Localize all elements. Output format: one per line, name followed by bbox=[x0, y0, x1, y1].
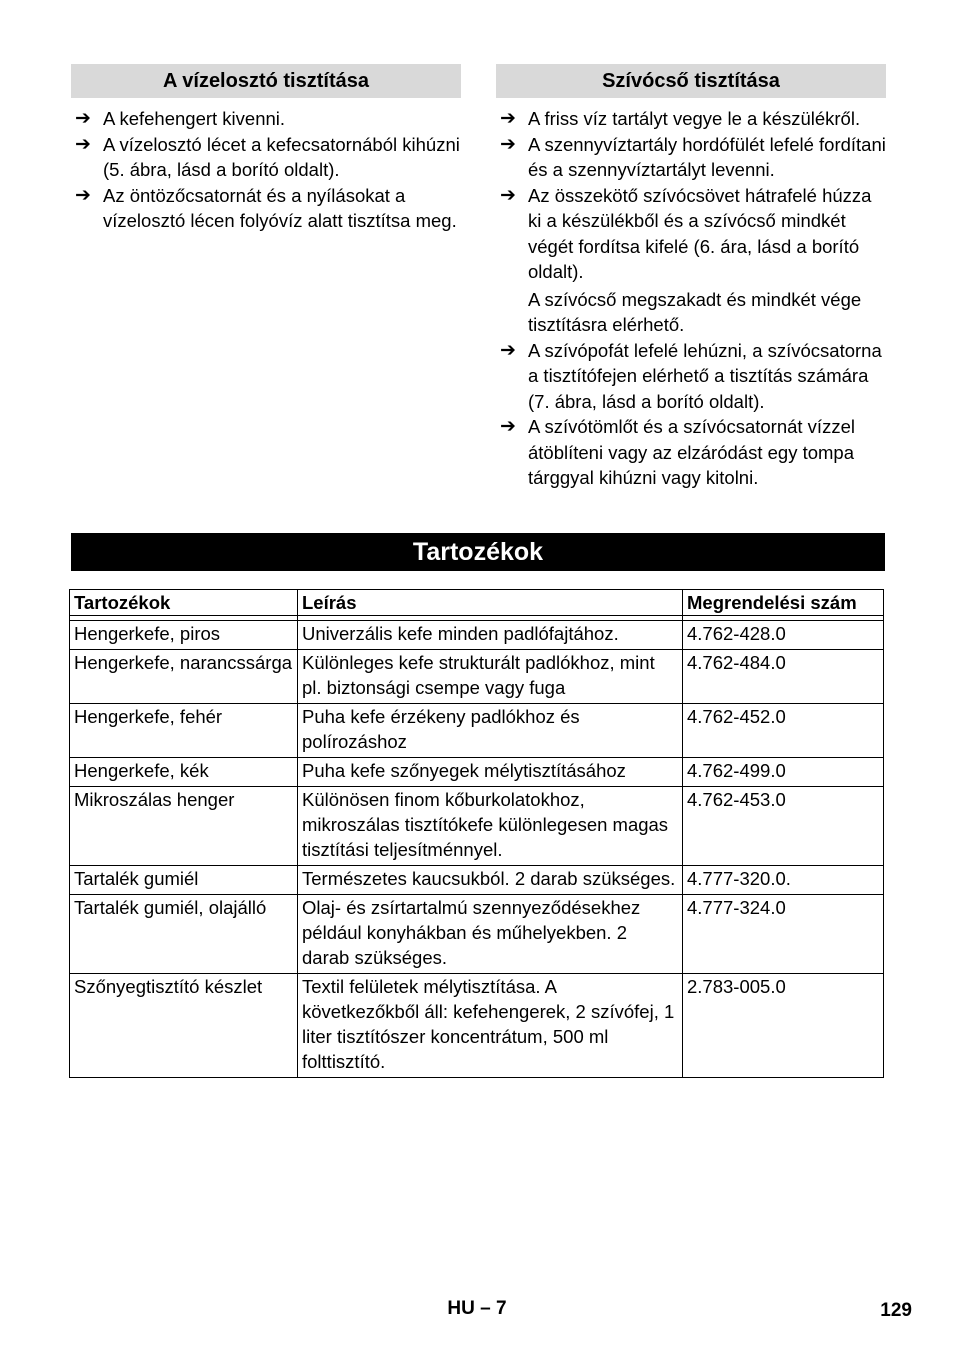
accessory-description: Különleges kefe strukturált padlókhoz, mint pl. biztonsági csempe vagy fuga bbox=[298, 650, 683, 704]
accessory-description: Természetes kaucsukból. 2 darab szükséges. bbox=[298, 866, 683, 895]
accessory-description: Univerzális kefe minden padlófajtához. bbox=[298, 621, 683, 650]
accessory-order-number: 4.762-499.0 bbox=[683, 758, 884, 787]
accessory-order-number: 4.762-452.0 bbox=[683, 704, 884, 758]
list-item bbox=[496, 414, 886, 491]
accessory-name: Szőnyegtisztító készlet bbox=[70, 974, 298, 1078]
column-header-order-number: Megrendelési szám bbox=[683, 590, 884, 616]
accessory-description: Puha kefe érzékeny padlókhoz és polírozáshoz bbox=[298, 704, 683, 758]
accessories-banner: Tartozékok bbox=[71, 533, 885, 571]
left-section-title: A vízelosztó tisztítása bbox=[71, 64, 461, 98]
accessory-description: Különösen finom kőburkolatokhoz, mikroszálas tisztítókefe különlegesen magas tisztítási teljesítménnyel. bbox=[298, 787, 683, 866]
right-arrow-icon: ➔ bbox=[500, 339, 516, 361]
step-text: A szennyvíztartály hordófülét lefelé fordítani és a szennyvíztartályt levenni. bbox=[528, 133, 886, 180]
step-text: Az összekötő szívócsövet hátrafelé húzza ki a készülékből és a szívócső mindkét végét fordítsa kifelé (6. ára, lásd a borító oldalt). bbox=[528, 184, 872, 282]
table-header-row bbox=[70, 590, 884, 616]
list-item bbox=[496, 132, 886, 183]
accessory-name: Tartalék gumiél bbox=[70, 866, 298, 895]
right-arrow-icon: ➔ bbox=[500, 108, 516, 129]
footer-language-page: HU – 7 bbox=[447, 1298, 507, 1319]
column-header-description: Leírás bbox=[298, 590, 683, 616]
step-text: A kefehengert kivenni. bbox=[103, 108, 286, 129]
right-arrow-icon: ➔ bbox=[500, 133, 516, 155]
accessory-order-number: 4.762-484.0 bbox=[683, 650, 884, 704]
left-steps-list bbox=[71, 106, 461, 234]
list-item bbox=[71, 183, 461, 234]
accessory-description: Puha kefe szőnyegek mélytisztításához bbox=[298, 758, 683, 787]
step-text: A friss víz tartályt vegye le a készülékről. bbox=[528, 108, 861, 129]
column-header-accessory: Tartozékok bbox=[70, 590, 298, 616]
table-row bbox=[70, 974, 884, 1078]
accessories-table bbox=[69, 589, 884, 1078]
step-text: A szívópofát lefelé lehúzni, a szívócsatorna a tisztítófejen elérhető a tisztítás számára (7. ábra, lásd a borító oldalt). bbox=[528, 339, 882, 412]
accessory-order-number: 4.777-324.0 bbox=[683, 895, 884, 974]
right-arrow-icon: ➔ bbox=[500, 184, 516, 206]
step-text: A szívótömlőt és a szívócsatornát vízzel átöblíteni vagy az elzáródást egy tompa tárggyal kihúzni vagy kitolni. bbox=[528, 416, 855, 488]
table-row bbox=[70, 895, 884, 974]
accessory-order-number: 4.762-428.0 bbox=[683, 621, 884, 650]
table-row bbox=[70, 621, 884, 650]
accessory-name: Hengerkefe, piros bbox=[70, 621, 298, 650]
right-steps-list bbox=[496, 106, 886, 491]
table-row bbox=[70, 866, 884, 895]
right-section-title: Szívócső tisztítása bbox=[496, 64, 886, 98]
accessory-name: Hengerkefe, fehér bbox=[70, 704, 298, 758]
table-row bbox=[70, 704, 884, 758]
accessory-order-number: 4.777-320.0. bbox=[683, 866, 884, 895]
accessory-description: Olaj- és zsírtartalmú szennyeződésekhez például konyhákban és műhelyekben. 2 darab szükséges. bbox=[298, 895, 683, 974]
right-arrow-icon: ➔ bbox=[75, 108, 91, 129]
accessory-order-number: 4.762-453.0 bbox=[683, 787, 884, 866]
step-text: A vízelosztó lécet a kefecsatornából kihúzni (5. ábra, lásd a borító oldalt). bbox=[103, 133, 460, 180]
list-item bbox=[496, 338, 886, 415]
accessory-name: Tartalék gumiél, olajálló bbox=[70, 895, 298, 974]
accessory-name: Mikroszálas henger bbox=[70, 787, 298, 866]
list-item bbox=[496, 183, 886, 338]
table-row bbox=[70, 787, 884, 866]
table-row bbox=[70, 758, 884, 787]
list-item bbox=[496, 106, 886, 132]
list-item bbox=[71, 106, 461, 132]
left-section bbox=[71, 64, 461, 234]
right-section bbox=[496, 64, 886, 491]
right-arrow-icon: ➔ bbox=[75, 184, 91, 206]
right-arrow-icon: ➔ bbox=[75, 133, 91, 155]
accessory-description: Textil felületek mélytisztítása. A következőkből áll: kefehengerek, 2 szívófej, 1 liter tisztítószer koncentrátum, 500 ml folttisztító. bbox=[298, 974, 683, 1078]
table-row bbox=[70, 650, 884, 704]
list-item bbox=[71, 132, 461, 183]
right-arrow-icon: ➔ bbox=[500, 416, 516, 437]
step-note: A szívócső megszakadt és mindkét vége tisztításra elérhető. bbox=[528, 288, 862, 335]
accessory-name: Hengerkefe, kék bbox=[70, 758, 298, 787]
accessory-name: Hengerkefe, narancssárga bbox=[70, 650, 298, 704]
page-number: 129 bbox=[880, 1300, 912, 1321]
step-text: Az öntözőcsatornát és a nyílásokat a vízelosztó lécen folyóvíz alatt tisztítsa meg. bbox=[103, 184, 457, 231]
accessory-order-number: 2.783-005.0 bbox=[683, 974, 884, 1078]
